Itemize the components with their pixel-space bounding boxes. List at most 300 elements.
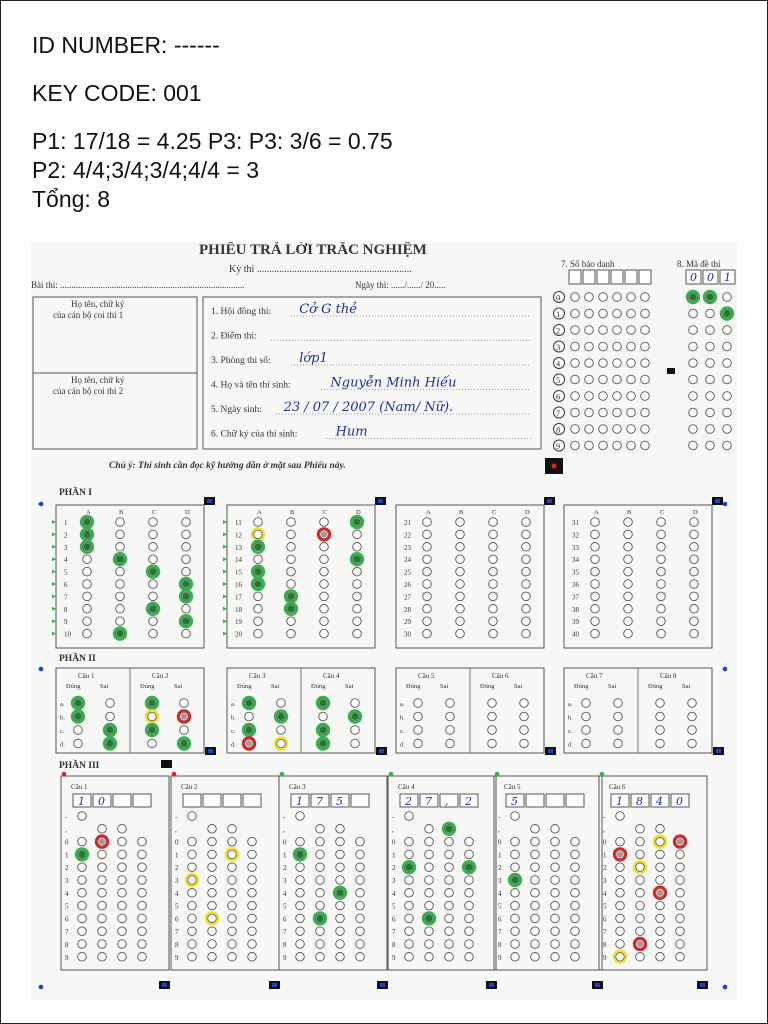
part1-bubble (320, 580, 329, 589)
part3-bubble (571, 863, 580, 872)
part3-answer-box (133, 794, 151, 807)
part3-answer-box (223, 794, 241, 807)
part3-bubble (228, 940, 237, 949)
part3-bubble (531, 901, 540, 910)
part3-bubble (248, 940, 257, 949)
part3-bubble (316, 901, 325, 910)
part3-bubble (296, 901, 305, 910)
part2-bubble (688, 739, 697, 748)
part1-bubble (116, 518, 125, 527)
question-number: 35 (572, 568, 579, 577)
part3-bubble (248, 850, 257, 859)
filled-bubble (182, 580, 189, 587)
part3-bubble (571, 927, 580, 936)
part2-question-label: Câu 3 (249, 672, 266, 680)
part3-bubble (636, 953, 645, 962)
filled-bubble (182, 618, 189, 625)
part1-bubble (657, 592, 666, 601)
sbd-bubble (571, 359, 580, 368)
part3-bubble (98, 850, 107, 859)
filled-bubble (319, 740, 326, 747)
sbd-bubble (571, 342, 580, 351)
sheet-note: Chú ý: Thí sinh cần đọc kỹ hướng dẫn ở mặt sau Phiếu này. (109, 461, 346, 471)
question-number: 11 (235, 519, 242, 527)
part2-row-label: b. (60, 714, 65, 722)
part1-bubble (182, 629, 191, 638)
part3-bubble (511, 901, 520, 910)
filled-bubble (106, 740, 113, 747)
digit-row-label: 6 (556, 391, 561, 402)
part3-row-label: 9 (283, 953, 287, 962)
question-number: 18 (235, 605, 242, 614)
part3-bubble (336, 850, 345, 859)
part1-bubble (320, 592, 329, 601)
sbd-bubble (585, 392, 594, 401)
part1-bubble (591, 530, 600, 539)
made-bubble (706, 408, 715, 417)
part3-bubble (356, 850, 365, 859)
part3-bubble (228, 901, 237, 910)
part1-bubble (657, 617, 666, 626)
part1-bubble (489, 567, 498, 576)
part3-bubble (98, 927, 107, 936)
part1-bubble (657, 629, 666, 638)
handwritten-1: Cở G thẻ (299, 302, 357, 317)
timing-mark-dot (548, 749, 553, 753)
part3-bubble (98, 914, 107, 923)
part1-bubble (489, 580, 498, 589)
filled-bubble (319, 726, 326, 733)
part3-bubble (296, 837, 305, 846)
part1-option-header: A (257, 509, 262, 516)
part3-bubble (336, 927, 345, 936)
part2-bubble (446, 739, 455, 748)
sbd-bubble (613, 293, 622, 302)
sbd-bubble (627, 293, 636, 302)
question-number: 7 (64, 593, 68, 602)
part3-bubble (551, 863, 560, 872)
part3-bubble (138, 901, 147, 910)
part2-bubble (614, 712, 623, 721)
part3-row-label: 8 (283, 941, 287, 949)
proctor1-sublabel: của cán bộ coi thi 1 (53, 310, 124, 320)
made-bubble (723, 293, 732, 302)
part3-row-label: 2 (175, 864, 179, 873)
part3-bubble (531, 837, 540, 846)
part3-row-label: - (283, 813, 286, 821)
filled-bubble (657, 890, 663, 896)
part3-bubble (336, 940, 345, 949)
part2-bubble (614, 739, 623, 748)
part3-bubble (676, 876, 685, 885)
part1-option-header: C (152, 509, 157, 516)
sbd-bubble (613, 342, 622, 351)
part3-bubble (656, 837, 665, 846)
part2-row-label: d. (400, 741, 405, 749)
part3-bubble (138, 876, 147, 885)
part3-bubble (248, 876, 257, 885)
filled-bubble (445, 825, 452, 832)
corner-marker (280, 772, 285, 777)
sbd-bubble (641, 293, 650, 302)
part3-row-label: , (175, 825, 177, 834)
question-number: 3 (64, 543, 68, 552)
part1-bubble (423, 530, 432, 539)
part3-bubble (551, 901, 560, 910)
part3-bubble (316, 863, 325, 872)
part1-bubble (591, 629, 600, 638)
proctor2-label: Họ tên, chữ ký (71, 375, 125, 385)
part3-bubble (531, 850, 540, 859)
question-number: 4 (64, 556, 68, 565)
question-number: 28 (404, 605, 411, 614)
part3-bubble (208, 927, 217, 936)
part2-row-label: b. (568, 714, 573, 722)
part1-bubble (254, 555, 263, 564)
part3-row-label: - (498, 813, 501, 821)
part3-row-label: 6 (392, 915, 396, 924)
part1-bubble (456, 518, 465, 527)
part1-bubble (149, 530, 158, 539)
part3-bubble (356, 837, 365, 846)
question-number: 40 (572, 630, 579, 639)
part3-bubble (248, 953, 257, 962)
made-bubble (723, 392, 732, 401)
question-number: 21 (404, 519, 411, 527)
part3-row-label: 1 (392, 851, 396, 860)
timing-mark-dot (379, 749, 384, 753)
part3-bubble (188, 889, 197, 898)
part3-bubble (118, 863, 127, 872)
part3-bubble (676, 927, 685, 936)
part1-bubble (423, 555, 432, 564)
question-number: 30 (404, 630, 411, 639)
part3-row-label: 6 (498, 915, 502, 924)
part2-bubble (74, 739, 83, 748)
timing-mark (667, 368, 675, 374)
part3-answer-box (546, 794, 564, 807)
part3-bubble (571, 940, 580, 949)
part3-bubble (531, 940, 540, 949)
part3-row-label: 3 (283, 877, 287, 885)
part3-bubble (188, 850, 197, 859)
part2-bubble (106, 712, 115, 721)
filled-bubble (74, 699, 81, 706)
part3-written-digit: 0 (676, 795, 683, 808)
part3-bubble (208, 863, 217, 872)
part2-row-label: c. (231, 728, 236, 735)
part1-bubble (522, 617, 531, 626)
question-number: 8 (64, 605, 68, 614)
part3-bubble (78, 876, 87, 885)
part3-bubble (208, 825, 217, 834)
part3-bubble (571, 901, 580, 910)
part3-row-label: 5 (498, 902, 502, 911)
made-bubble (689, 392, 698, 401)
part2-row-label: b. (231, 714, 236, 722)
question-number: 20 (235, 630, 242, 639)
part3-bubble (636, 927, 645, 936)
made-bubble (689, 408, 698, 417)
part3-row-label: , (603, 825, 605, 834)
part2-bubble (656, 739, 665, 748)
part3-bubble (636, 914, 645, 923)
part1-bubble (287, 629, 296, 638)
part2-false-header: Sai (271, 683, 280, 690)
proctor1-label: Họ tên, chữ ký (71, 299, 125, 309)
handwritten-3: lớp1 (299, 351, 328, 366)
filled-bubble (287, 605, 294, 612)
part3-row-label: 5 (175, 902, 179, 911)
part2-bubble (520, 739, 529, 748)
filled-bubble (723, 310, 730, 317)
part1-bubble (690, 617, 699, 626)
question-number: 12 (235, 531, 242, 540)
made-bubble (723, 441, 732, 450)
part3-row-label: 6 (283, 915, 287, 924)
corner-marker (39, 985, 44, 990)
part1-bubble (116, 592, 125, 601)
sbd-box (569, 270, 581, 284)
part3-row-label: 0 (175, 838, 179, 847)
part3-bubble (656, 901, 665, 910)
part3-bubble (208, 953, 217, 962)
part3-bubble (316, 850, 325, 859)
question-number: 24 (404, 556, 411, 565)
part3-answer-box (183, 794, 201, 807)
filled-bubble (149, 605, 156, 612)
part2-bubble (148, 739, 157, 748)
part3-bubble (616, 940, 625, 949)
part3-bubble (425, 940, 434, 949)
part1-bubble (320, 567, 329, 576)
timing-mark-dot (272, 983, 277, 987)
part1-title: PHẦN I (59, 488, 92, 498)
part2-row-label: a. (60, 701, 65, 708)
part3-bubble (336, 863, 345, 872)
made-digit-written: 0 (690, 271, 697, 284)
part1-bubble (83, 592, 92, 601)
part3-bubble (118, 953, 127, 962)
part3-bubble (405, 850, 414, 859)
part3-bubble (676, 940, 685, 949)
part2-question-label: Câu 5 (418, 672, 435, 680)
part3-bubble (138, 863, 147, 872)
question-number: 1 (64, 519, 68, 527)
part1-option-header: A (426, 509, 431, 516)
part3-bubble (356, 927, 365, 936)
question-number: 27 (404, 593, 411, 602)
part2-bubble (351, 699, 360, 708)
digit-row-label: 1 (556, 309, 561, 319)
question-number: 29 (404, 618, 411, 627)
part3-bubble (208, 914, 217, 923)
part3-row-label: 7 (283, 928, 287, 937)
filled-bubble (180, 740, 187, 747)
part2-bubble (520, 712, 529, 721)
part3-row-label: 4 (65, 889, 69, 898)
part1-bubble (353, 580, 362, 589)
filled-bubble (246, 740, 252, 746)
part3-bubble (531, 927, 540, 936)
part3-bubble (356, 953, 365, 962)
part2-bubble (614, 699, 623, 708)
part3-written-digit: 7 (425, 795, 432, 808)
part3-bubble (445, 889, 454, 898)
part2-title: PHẦN II (59, 654, 96, 664)
part2-true-header: Đúng (140, 683, 155, 690)
sbd-bubble (613, 309, 622, 318)
part3-bubble (445, 876, 454, 885)
part3-bubble (405, 837, 414, 846)
part1-bubble (591, 543, 600, 552)
part2-true-header: Đúng (574, 683, 589, 690)
part1-bubble (182, 567, 191, 576)
part3-written-digit: 1 (616, 795, 623, 808)
part3-bubble (571, 837, 580, 846)
part3-bubble (656, 940, 665, 949)
sbd-bubble (571, 293, 580, 302)
part3-bubble (636, 837, 645, 846)
part3-bubble (465, 876, 474, 885)
sbd-bubble (599, 408, 608, 417)
part1-bubble (522, 629, 531, 638)
part3-bubble (656, 863, 665, 872)
part3-bubble (228, 876, 237, 885)
sbd-bubble (627, 441, 636, 450)
part3-bubble (551, 837, 560, 846)
part1-bubble (657, 605, 666, 614)
sbd-bubble (585, 293, 594, 302)
part1-bubble (690, 605, 699, 614)
part1-bubble (489, 518, 498, 527)
part3-answer-box (351, 794, 369, 807)
question-number: 34 (572, 556, 579, 565)
sbd-bubble (641, 408, 650, 417)
part3-bubble (118, 940, 127, 949)
part2-bubble (582, 739, 591, 748)
part1-bubble (591, 567, 600, 576)
part3-bubble (208, 837, 217, 846)
answer-sheet-image (31, 242, 737, 1000)
part3-bubble (188, 927, 197, 936)
part3-bubble (78, 953, 87, 962)
part3-row-label: 2 (65, 864, 69, 873)
part3-question-label: Câu 2 (181, 783, 198, 791)
part1-option-header: B (627, 509, 632, 516)
part2-true-header: Đúng (311, 683, 326, 690)
part3-row-label: 7 (603, 928, 607, 937)
part3-bubble (551, 825, 560, 834)
part3-bubble (356, 914, 365, 923)
sheet-title: PHIẾU TRẢ LỜI TRẮC NGHIỆM (199, 242, 427, 258)
candidate-field-label: 3. Phòng thi số: (211, 356, 271, 366)
part3-bubble (208, 901, 217, 910)
timing-mark-dot (489, 983, 494, 987)
part2-question-label: Câu 7 (586, 672, 603, 680)
part1-bubble (83, 605, 92, 614)
exam-date-line: Ngày thi: ....../....../ 20..... (355, 280, 446, 290)
part3-bubble (656, 825, 665, 834)
part3-bubble (636, 863, 645, 872)
digit-row-label: 4 (556, 358, 561, 369)
sbd-bubble (627, 326, 636, 335)
part3-bubble (296, 889, 305, 898)
part3-bubble (78, 927, 87, 936)
score-p1-p3-label: P1: 17/18 = 4.25 P3: P3: 3/6 = 0.75 (32, 128, 393, 154)
part3-row-label: 3 (392, 877, 396, 885)
part3-written-digit: 2 (465, 795, 472, 808)
sbd-bubble (599, 342, 608, 351)
answer-sheet-canvas (31, 242, 737, 1000)
part3-bubble (531, 953, 540, 962)
part3-bubble (98, 825, 107, 834)
timing-mark-dot (207, 499, 212, 503)
part3-bubble (188, 812, 197, 821)
timing-mark-dot (547, 499, 552, 503)
part1-bubble (690, 530, 699, 539)
part3-bubble (511, 927, 520, 936)
part1-bubble (83, 567, 92, 576)
part3-bubble (336, 953, 345, 962)
part2-bubble (414, 739, 423, 748)
handwritten-4: Nguyễn Minh Hiếu (330, 375, 457, 391)
part3-bubble (356, 876, 365, 885)
sbd-bubble (613, 359, 622, 368)
part2-question-label: Câu 4 (323, 672, 340, 680)
part3-question-label: Câu 6 (609, 783, 626, 791)
sbd-bubble (599, 375, 608, 384)
filled-bubble (511, 876, 518, 883)
made-bubble (689, 375, 698, 384)
part1-bubble (149, 617, 158, 626)
part3-row-label: 7 (175, 928, 179, 937)
part1-bubble (423, 580, 432, 589)
part3-bubble (228, 825, 237, 834)
part3-bubble (636, 876, 645, 885)
part2-false-header: Sai (174, 683, 183, 690)
part3-row-label: 5 (603, 902, 607, 911)
sbd-bubble (585, 408, 594, 417)
question-number: 5 (64, 568, 68, 577)
timing-mark-dot (162, 983, 167, 987)
part2-bubble (582, 699, 591, 708)
part3-row-label: 9 (498, 953, 502, 962)
part3-bubble (228, 850, 237, 859)
part2-row-label: d. (60, 741, 65, 749)
part3-bubble (445, 953, 454, 962)
part2-row-label: d. (231, 741, 236, 749)
part3-question-label: Câu 1 (71, 783, 88, 791)
part2-true-header: Đúng (480, 683, 495, 690)
part2-false-header: Sai (608, 683, 617, 690)
part3-question-label: Câu 4 (398, 783, 415, 791)
part3-bubble (118, 889, 127, 898)
part3-row-label: 7 (498, 928, 502, 937)
part3-bubble (405, 812, 414, 821)
part2-false-header: Sai (345, 683, 354, 690)
part1-bubble (489, 555, 498, 564)
part3-bubble (405, 876, 414, 885)
part3-bubble (208, 889, 217, 898)
part3-bubble (531, 914, 540, 923)
made-bubble (706, 309, 715, 318)
part3-bubble (78, 863, 87, 872)
part1-bubble (423, 617, 432, 626)
part3-bubble (531, 825, 540, 834)
candidate-field-label: 2. Điểm thi: (211, 331, 257, 342)
part1-bubble (423, 605, 432, 614)
